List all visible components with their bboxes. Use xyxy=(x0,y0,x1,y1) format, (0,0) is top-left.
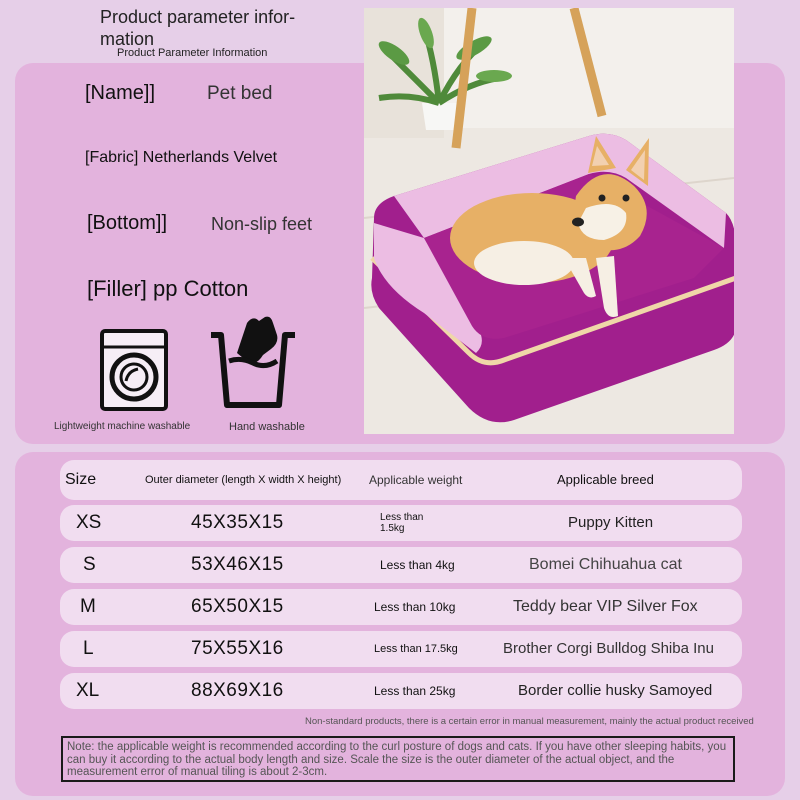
table-row xyxy=(60,547,742,583)
row-breed: Border collie husky Samoyed xyxy=(518,682,713,699)
row-breed: Puppy Kitten xyxy=(568,514,654,531)
measurement-footnote: Non-standard products, there is a certain error in manual measurement, mainly the actual product received xyxy=(305,716,754,727)
table-row xyxy=(60,589,742,625)
row-breed: Bomei Chihuahua cat xyxy=(529,556,682,573)
bottom-value: Non-slip feet xyxy=(211,214,313,234)
washing-machine-icon xyxy=(100,329,168,411)
header-breed: Applicable breed xyxy=(557,472,654,487)
row-weight: Less than 25kg xyxy=(374,684,456,698)
header-dimensions: Outer diameter (length X width X height) xyxy=(145,474,342,486)
row-breed: Teddy bear VIP Silver Fox xyxy=(513,598,698,615)
row-breed: Brother Corgi Bulldog Shiba Inu xyxy=(503,640,714,657)
header-size: Size xyxy=(65,471,97,488)
row-weight: Less than 10kg xyxy=(374,600,456,614)
page-subtitle: Product Parameter Information xyxy=(117,47,268,59)
row-weight: Less than 4kg xyxy=(380,558,455,572)
bottom-label: [Bottom]] xyxy=(87,212,168,234)
row-dimensions: 53X46X15 xyxy=(191,554,284,575)
table-row xyxy=(60,505,742,541)
name-label: [Name]] xyxy=(85,82,156,104)
row-dimensions: 65X50X15 xyxy=(191,596,284,617)
product-photo xyxy=(364,8,734,434)
table-row xyxy=(60,673,742,709)
row-weight: Less than 1.5kg xyxy=(380,512,424,534)
row-size: M xyxy=(80,596,96,617)
header-weight: Applicable weight xyxy=(369,473,463,487)
page-title: Product parameter infor- mation xyxy=(100,7,296,49)
row-size: XS xyxy=(76,512,102,533)
row-dimensions: 45X35X15 xyxy=(191,512,284,533)
row-size: L xyxy=(83,638,94,659)
row-size: S xyxy=(83,554,96,575)
fabric-param: [Fabric] Netherlands Velvet xyxy=(85,149,278,166)
hand-wash-icon xyxy=(207,313,299,411)
filler-param: [Filler] pp Cotton xyxy=(87,276,249,301)
table-row xyxy=(60,631,742,667)
row-dimensions: 88X69X16 xyxy=(191,680,284,701)
machine-wash-caption: Lightweight machine washable xyxy=(54,421,191,432)
table-header-row xyxy=(60,460,742,500)
row-dimensions: 75X55X16 xyxy=(191,638,284,659)
row-weight: Less than 17.5kg xyxy=(374,643,458,655)
hand-wash-caption: Hand washable xyxy=(229,421,305,433)
row-size: XL xyxy=(76,680,100,701)
note-box: Note: the applicable weight is recommended according to the curl posture of dogs and cats. If you have other sleeping habits, you can buy it according to the actual body length and size. Scale the size is the outer diameter of the actual object, and the measurement error of manual tiling is about 2-3cm. xyxy=(61,736,735,782)
name-value: Pet bed xyxy=(207,83,273,104)
